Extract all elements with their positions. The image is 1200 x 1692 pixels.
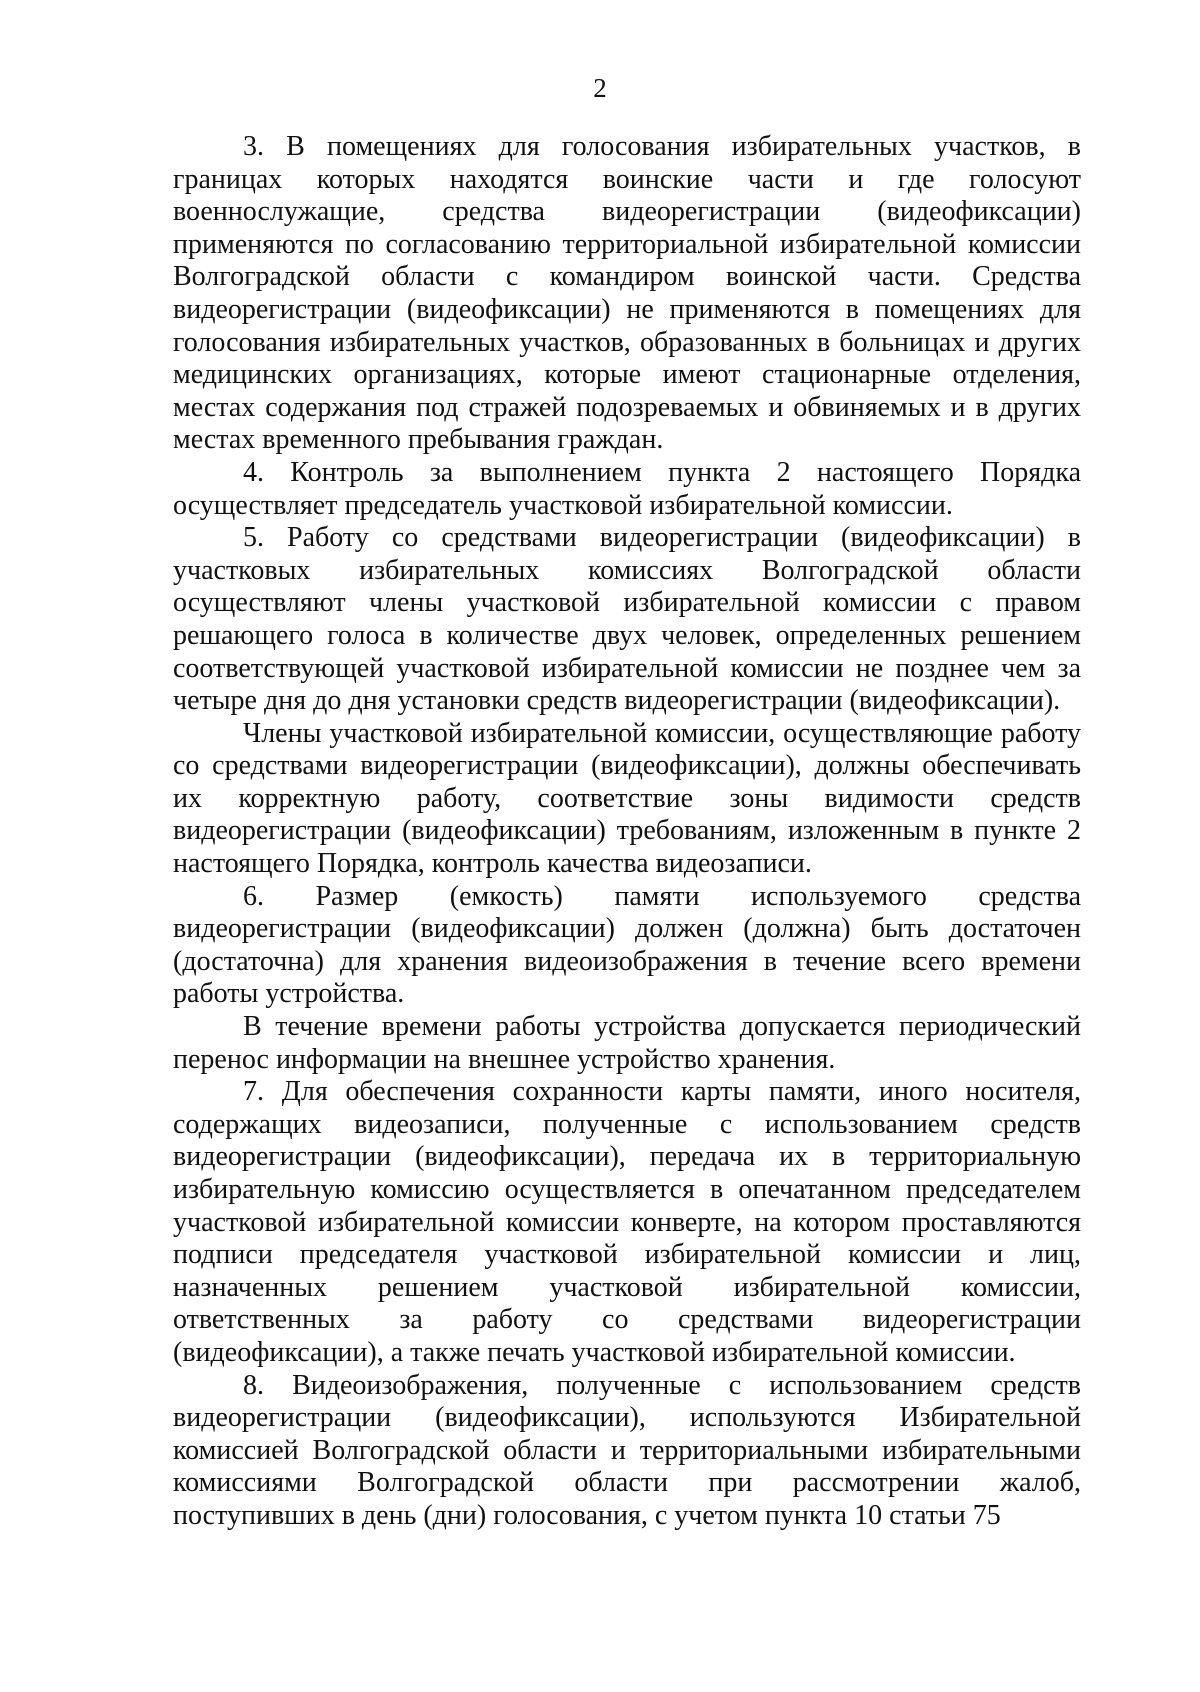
- paragraph-item-5-continuation: Члены участковой избирательной комиссии, осуществляющие работу со средствами видеорегистрации (видеофиксации), должны обеспечивать их корректную работу, соответствие зоны видимости средств видеорегистрации (видеофиксации) требованиям, изложенным в пункте 2 настоящего Порядка, контроль качества видеозаписи.: [173, 717, 1081, 880]
- paragraph-item-6-continuation: В течение времени работы устройства допускается периодический перенос информации на внешнее устройство хранения.: [173, 1011, 1081, 1075]
- paragraph-item-8: 8. Видеоизображения, полученные с использованием средств видеорегистрации (видеофиксации), используются Избирательной комиссией Волгоградской области и территориальными избирательными комиссиями Волгоградской области при рассмотрении жалоб, поступивших в день (дни) голосования, с учетом пункта 10 статьи 75: [173, 1369, 1081, 1531]
- paragraph-item-3: 3. В помещениях для голосования избирательных участков, в границах которых находятся воинские части и где голосуют военнослужащие, средства видеорегистрации (видеофиксации) применяются по согласованию территориальной избирательной комиссии Волгоградской области с командиром воинской части. Средства видеорегистрации (видеофиксации) не применяются в помещениях для голосования избирательных участков, образованных в больницах и других медицинских организациях, которые имеют стационарные отделения, местах содержания под стражей подозреваемых и обвиняемых и в других местах временного пребывания граждан.: [173, 131, 1081, 456]
- document-body: [173, 131, 1081, 1533]
- paragraph-item-5: 5. Работу со средствами видеорегистрации (видеофиксации) в участковых избирательных комиссиях Волгоградской области осуществляют члены участковой избирательной комиссии с правом решающего голоса в количестве двух человек, определенных решением соответствующей участковой избирательной комиссии не позднее чем за четыре дня до дня установки средств видеорегистрации (видеофиксации).: [173, 522, 1081, 717]
- paragraph-item-4: 4. Контроль за выполнением пункта 2 настоящего Порядка осуществляет председатель участковой избирательной комиссии.: [173, 456, 1081, 521]
- page-number: 2: [593, 73, 607, 103]
- paragraph-item-6: 6. Размер (емкость) памяти используемого средства видеорегистрации (видеофиксации) должен (должна) быть достаточен (достаточна) для хранения видеоизображения в течение всего времени работы устройства.: [173, 880, 1081, 1010]
- paragraph-item-7: 7. Для обеспечения сохранности карты памяти, иного носителя, содержащих видеозаписи, полученные с использованием средств видеорегистрации (видеофиксации), передача их в территориальную избирательную комиссию осуществляется в опечатанном председателем участковой избирательной комиссии конверте, на котором проставляются подписи председателя участковой избирательной комиссии и лиц, назначенных решением участковой избирательной комиссии, ответственных за работу со средствами видеорегистрации (видеофиксации), а также печать участковой избирательной комиссии.: [173, 1076, 1081, 1368]
